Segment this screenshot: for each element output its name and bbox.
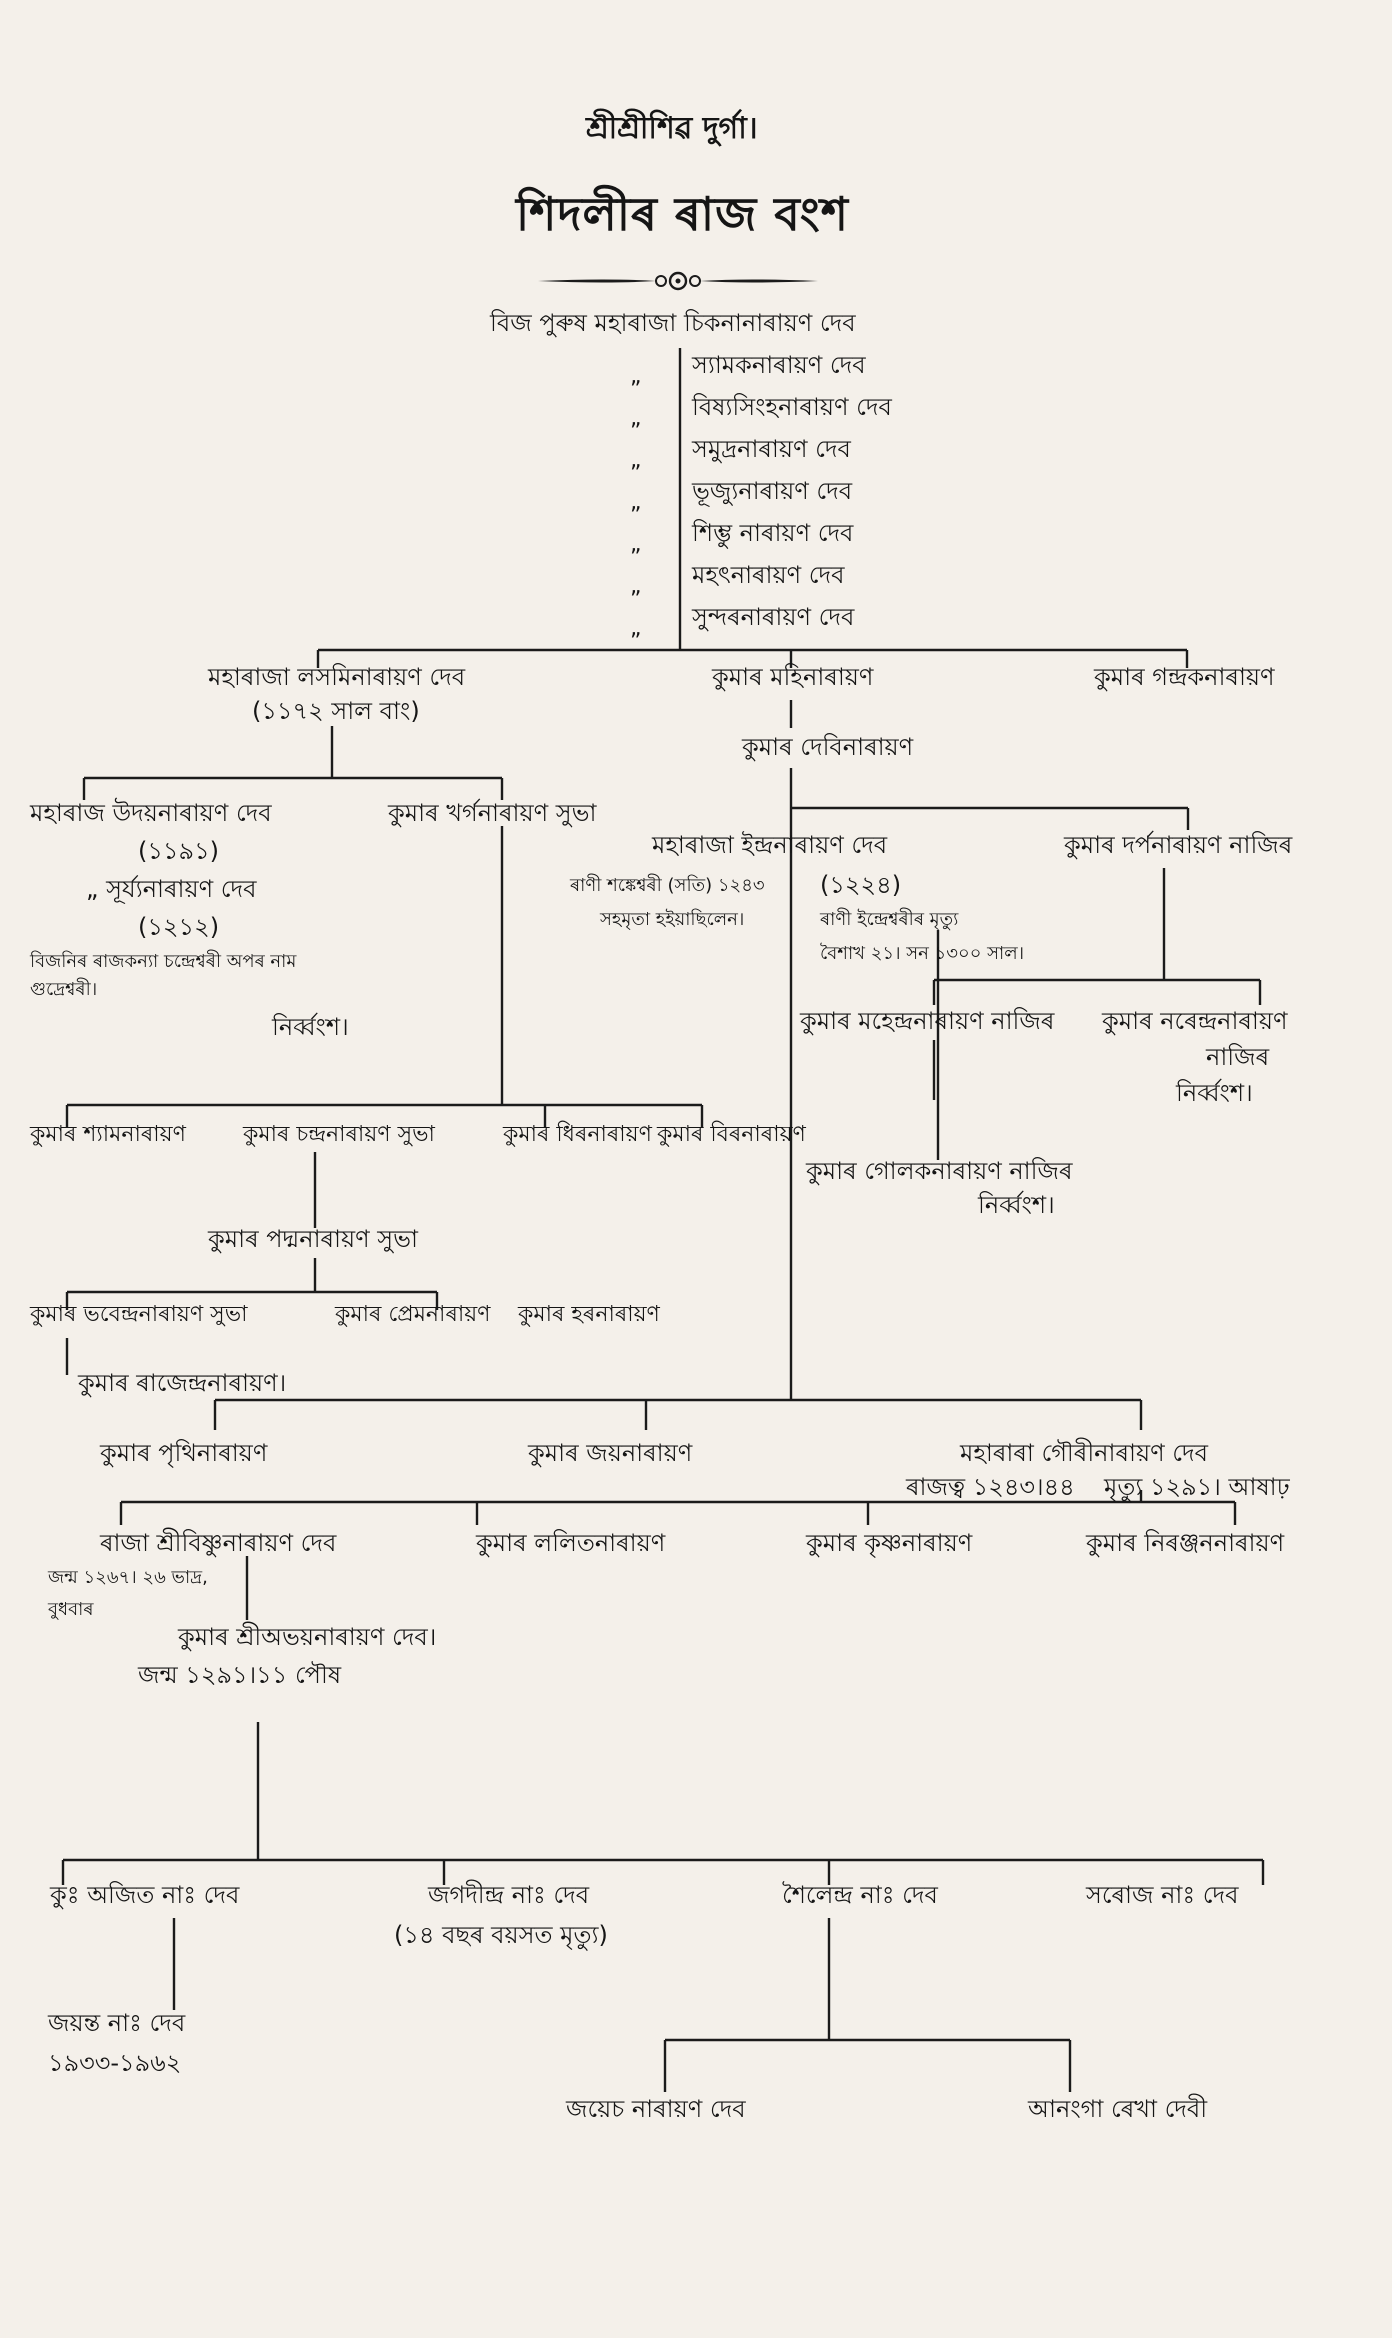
node-successor: বিষ্যসিংহনাৰায়ণ দেব <box>692 393 892 421</box>
node-shyamnarayan: কুমাৰ শ্যামনাৰায়ণ <box>30 1122 186 1147</box>
node-jaynarayan: কুমাৰ জয়নাৰায়ণ <box>528 1439 693 1467</box>
node-note: (১২১২) <box>138 913 220 941</box>
ditto-mark: „ <box>630 532 642 557</box>
ditto-mark: „ <box>630 616 642 641</box>
node-note: সহমৃতা হইয়াছিলেন। <box>600 909 745 930</box>
node-successor: শিম্ভু নাৰায়ণ দেব <box>692 519 854 547</box>
node-chandranarayan: কুমাৰ চন্দ্ৰনাৰায়ণ সুভা <box>243 1122 435 1147</box>
node-note: (১৪ বছৰ বয়সত মৃত্যু) <box>394 1921 608 1949</box>
node-successor: মহৎনাৰায়ণ দেব <box>692 561 845 589</box>
node-mahinarayan: কুমাৰ মহিনাৰায়ণ <box>712 663 874 691</box>
node-note: (১২২৪) <box>820 871 902 899</box>
node-note: জন্ম ১২৯১।১১ পৌষ <box>138 1661 342 1689</box>
node-dhirnarayan: কুমাৰ ধিৰনাৰায়ণ <box>503 1122 652 1147</box>
node-premnarayan: কুমাৰ প্ৰেমনাৰায়ণ <box>335 1302 491 1327</box>
node-bishnunarayan: ৰাজা শ্ৰীবিষ্ণুনাৰায়ণ দেব <box>100 1529 337 1557</box>
node-niranjannarayan: কুমাৰ নিৰঞ্জননাৰায়ণ <box>1086 1529 1285 1557</box>
node-gaurinarayan: মহাৰাৰা গৌৰীনাৰায়ণ দেব <box>960 1439 1208 1467</box>
node-jayech: জয়েচ নাৰায়ণ দেব <box>566 2095 746 2123</box>
node-bhabendranarayan: কুমাৰ ভবেন্দ্ৰনাৰায়ণ সুভা <box>30 1302 248 1327</box>
node-successor: সুন্দৰনাৰায়ণ দেব <box>692 603 855 631</box>
ditto-mark: „ <box>630 406 642 431</box>
node-udaynarayan: মহাৰাজ উদয়নাৰায়ণ দেব <box>30 799 272 827</box>
node-anangarekha: আনংগা ৰেখা দেবী <box>1028 2095 1208 2123</box>
node-suryanarayan: „ সূৰ্য্যনাৰায়ণ দেব <box>86 875 257 903</box>
node-note: বৈশাখ ২১। সন ১৩০০ সাল। <box>820 943 1025 964</box>
node-note: বুধবাৰ <box>48 1599 94 1620</box>
page-title: শিদলীৰ ৰাজ বংশ <box>516 187 849 241</box>
node-note: ৰাণী শঙ্কেশ্বৰী (সতি) ১২৪৩ <box>570 875 765 896</box>
ditto-mark: „ <box>630 490 642 515</box>
node-note: নিৰ্ব্বংশ। <box>272 1013 349 1041</box>
node-darpanarayan: কুমাৰ দৰ্পনাৰায়ণ নাজিৰ <box>1064 831 1293 859</box>
ditto-mark: „ <box>630 448 642 473</box>
node-successor: ভূজ্যুনাৰায়ণ দেব <box>692 477 853 505</box>
node-jagadindra: জগদীন্দ্ৰ নাঃ দেব <box>428 1881 590 1909</box>
node-narendranarayan: কুমাৰ নৰেন্দ্ৰনাৰায়ণ <box>1102 1007 1288 1035</box>
node-note: (১১৭২ সাল বাং) <box>252 697 420 725</box>
node-note: গুদ্ৰেশ্বৰী। <box>30 979 98 1000</box>
node-lalitnarayan: কুমাৰ ললিতনাৰায়ণ <box>476 1529 666 1557</box>
node-indranarayan: মহাৰাজা ইন্দ্ৰনাৰায়ণ দেব <box>652 831 888 859</box>
node-harnarayan: কুমাৰ হৰনাৰায়ণ <box>518 1302 660 1327</box>
title-ornament <box>538 268 818 294</box>
node-note: মৃত্যু ১২৯১। আষাঢ় <box>1104 1473 1290 1501</box>
node-note: নিৰ্ব্বংশ। <box>978 1191 1055 1219</box>
node-lasminarayan: মহাৰাজা লসমিনাৰায়ণ দেব <box>208 663 466 691</box>
node-note: ৰাণী ইন্দ্ৰেশ্বৰীৰ মৃত্যু <box>820 909 959 930</box>
node-prithinarayan: কুমাৰ পৃথিনাৰায়ণ <box>100 1439 268 1467</box>
node-khargnarayan: কুমাৰ খৰ্গনাৰায়ণ সুভা <box>388 799 597 827</box>
node-successor: সমুদ্ৰনাৰায়ণ দেব <box>692 435 851 463</box>
node-shailendra: শৈলেন্দ্ৰ নাঃ দেব <box>782 1881 938 1909</box>
ditto-mark: „ <box>630 574 642 599</box>
node-birnarayan: কুমাৰ বিৰনাৰায়ণ <box>657 1122 806 1147</box>
node-note: বিজনিৰ ৰাজকন্যা চন্দ্ৰেশ্বৰী অপৰ নাম <box>30 951 297 972</box>
node-note: ১৯৩৩-১৯৬২ <box>48 2049 182 2077</box>
node-jayanta: জয়ন্ত নাঃ দেব <box>48 2009 186 2037</box>
node-note: জন্ম ১২৬৭। ২৬ ভাদ্ৰ, <box>48 1567 208 1588</box>
node-padmanarayan: কুমাৰ পদ্মনাৰায়ণ সুভা <box>208 1225 418 1253</box>
node-note: নিৰ্ব্বংশ। <box>1176 1079 1253 1107</box>
node-successor: স্যামকনাৰায়ণ দেব <box>692 351 866 379</box>
node-rajendranarayan: কুমাৰ ৰাজেন্দ্ৰনাৰায়ণ। <box>78 1369 287 1397</box>
ditto-mark: „ <box>630 364 642 389</box>
node-ajit: কুঃ অজিত নাঃ দেব <box>50 1881 240 1909</box>
node-note: নাজিৰ <box>1206 1043 1270 1071</box>
node-goloknarayan: কুমাৰ গোলকনাৰায়ণ নাজিৰ <box>806 1157 1073 1185</box>
node-note: (১১৯১) <box>138 837 220 865</box>
node-abhaynarayan: কুমাৰ শ্ৰীঅভয়নাৰায়ণ দেব। <box>178 1623 437 1651</box>
node-saroj: সৰোজ নাঃ দেব <box>1086 1881 1239 1909</box>
node-debinarayan: কুমাৰ দেবিনাৰায়ণ <box>742 733 914 761</box>
node-founder: বিজ পুৰুষ মহাৰাজা চিকনানাৰায়ণ দেব <box>490 309 856 337</box>
node-gandrakanarayan: কুমাৰ গন্দ্ৰকনাৰায়ণ <box>1094 663 1275 691</box>
node-krishnanarayan: কুমাৰ কৃষ্ণনাৰায়ণ <box>806 1529 973 1557</box>
invocation-heading: শ্ৰীশ্ৰীশিৱ দুৰ্গা। <box>586 111 758 146</box>
node-note: ৰাজত্ব ১২৪৩।৪৪ <box>906 1473 1075 1501</box>
node-mahendranarayan: কুমাৰ মহেন্দ্ৰনাৰায়ণ নাজিৰ <box>800 1007 1055 1035</box>
